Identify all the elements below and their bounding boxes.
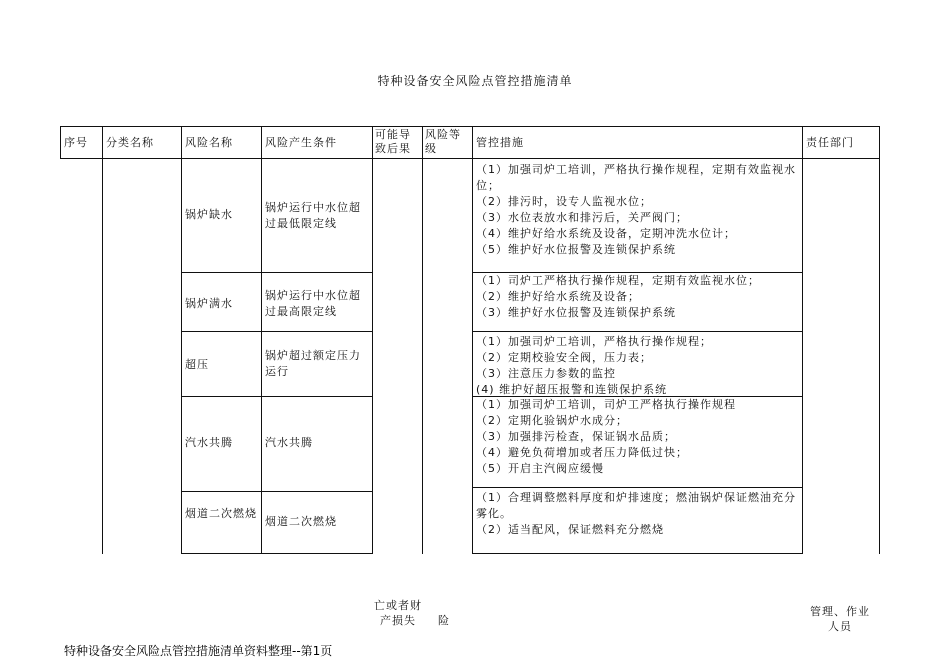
measure-item: （1）加强司炉工培训，司炉工严格执行操作规程 (476, 398, 736, 411)
header-bottom-border (60, 158, 880, 159)
row-separator-4b (472, 487, 803, 488)
measure-item: （2）定期化验锅炉水成分； (476, 414, 628, 427)
measure-item: （1）司炉工严格执行操作规程，定期有效监视水位； (476, 274, 760, 287)
row-separator-3 (181, 396, 373, 397)
risk-name-1: 锅炉缺水 (185, 208, 233, 221)
measure-item: （4）避免负荷增加或者压力降低过快； (476, 446, 688, 459)
measure-item: (4) 维护好超压报警和连锁保护系统 (476, 383, 668, 396)
measure-item: （1）加强司炉工培训，严格执行操作规程，定期有效监视水位； (476, 163, 796, 192)
measure-item: （2）适当配风，保证燃料充分燃烧 (476, 523, 664, 536)
overflow-department: 管理、作业人员 (810, 605, 870, 633)
col-line-5 (422, 126, 423, 554)
col-line-1 (102, 126, 103, 554)
col-line-7 (802, 126, 803, 554)
risk-name-5: 烟道二次燃烧 (185, 507, 257, 520)
header-department: 责任部门 (806, 136, 854, 149)
measure-item: （5）开启主汽阀应缓慢 (476, 462, 604, 475)
col-line-left (60, 126, 61, 159)
risk-condition-3: 锅炉超过额定压力运行 (265, 349, 361, 378)
risk-condition-2: 锅炉运行中水位超过最高限定线 (265, 289, 361, 318)
measure-item: （3）注意压力参数的监控 (476, 367, 616, 380)
col-line-2 (181, 126, 182, 554)
measures-2 (476, 273, 798, 321)
col-line-4 (372, 126, 373, 554)
measure-item: （4）维护好给水系统及设备，定期冲洗水位计； (476, 227, 736, 240)
col-line-6 (472, 126, 473, 554)
row-separator-1 (181, 272, 373, 273)
row-separator-2b (472, 331, 803, 332)
risk-name-3: 超压 (185, 358, 209, 371)
page-footer: 特种设备安全风险点管控措施清单资料整理--第1页 (64, 644, 333, 658)
header-consequence: 可能导致后果 (375, 128, 411, 155)
table-top-border (60, 126, 880, 127)
measure-item: （2）维护好给水系统及设备； (476, 290, 640, 303)
measure-item: （2）排污时，设专人监视水位； (476, 195, 652, 208)
header-no: 序号 (64, 136, 88, 149)
row-separator-5b (472, 553, 803, 554)
measures-1 (476, 162, 798, 258)
header-measures: 管控措施 (476, 136, 524, 149)
risk-name-2: 锅炉满水 (185, 297, 233, 310)
header-risk-condition: 风险产生条件 (265, 136, 337, 149)
measure-item: （3）维护好水位报警及连锁保护系统 (476, 306, 676, 319)
row-separator-4 (181, 491, 373, 492)
col-line-3 (261, 126, 262, 554)
measures-4 (476, 397, 798, 477)
row-separator-2 (181, 331, 373, 332)
col-line-right (879, 126, 880, 554)
measure-item: （3）加强排污检查，保证锅水品质； (476, 430, 676, 443)
overflow-risk-level: 险 (438, 614, 450, 627)
measure-item: （2）定期校验安全阀，压力表； (476, 351, 652, 364)
header-risk-level: 风险等级 (425, 128, 461, 155)
overflow-consequence: 亡或者财产损失 (374, 599, 422, 627)
risk-condition-1: 锅炉运行中水位超过最低限定线 (265, 201, 361, 230)
measure-item: （1）合理调整燃料厚度和炉排速度；燃油锅炉保证燃油充分雾化。 (476, 491, 796, 520)
measures-3 (476, 334, 798, 398)
page-title: 特种设备安全风险点管控措施清单 (377, 74, 573, 88)
measure-item: （3）水位表放水和排污后，关严阀门； (476, 211, 688, 224)
measure-item: （5）维护好水位报警及连锁保护系统 (476, 243, 676, 256)
measure-item: （1）加强司炉工培训，严格执行操作规程； (476, 335, 712, 348)
risk-name-4: 汽水共腾 (185, 436, 233, 449)
measures-5 (476, 490, 798, 538)
header-risk-name: 风险名称 (185, 136, 233, 149)
risk-condition-4: 汽水共腾 (265, 436, 313, 449)
risk-condition-5: 烟道二次燃烧 (265, 515, 337, 528)
header-category: 分类名称 (106, 136, 154, 149)
row-separator-5 (181, 553, 373, 554)
